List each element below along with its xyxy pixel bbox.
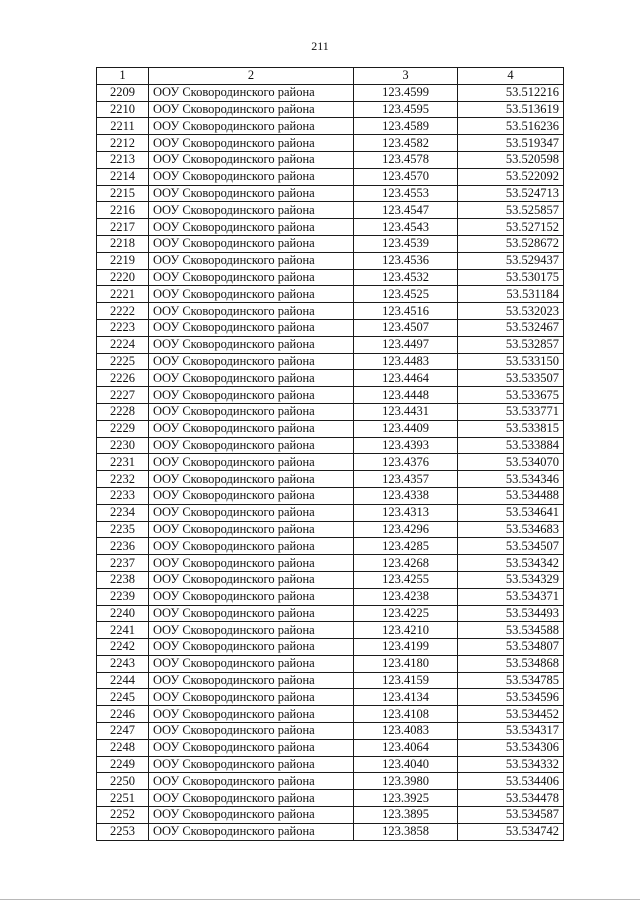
- cell-longitude: 123.4180: [354, 655, 458, 672]
- table-row: [97, 387, 564, 404]
- table-row: [97, 370, 564, 387]
- cell-name: ООУ Сковородинского района: [149, 672, 354, 689]
- cell-number: 2238: [97, 571, 149, 588]
- cell-latitude: 53.534588: [458, 622, 564, 639]
- cell-number: 2234: [97, 504, 149, 521]
- cell-latitude: 53.534785: [458, 672, 564, 689]
- cell-longitude: 123.3925: [354, 790, 458, 807]
- cell-number: 2231: [97, 454, 149, 471]
- cell-longitude: 123.4497: [354, 336, 458, 353]
- table-row: [97, 504, 564, 521]
- cell-number: 2249: [97, 756, 149, 773]
- cell-name: ООУ Сковородинского района: [149, 219, 354, 236]
- cell-latitude: 53.534342: [458, 555, 564, 572]
- cell-longitude: 123.3980: [354, 773, 458, 790]
- cell-latitude: 53.534329: [458, 571, 564, 588]
- table-row: [97, 84, 564, 101]
- cell-number: 2230: [97, 437, 149, 454]
- cell-number: 2221: [97, 286, 149, 303]
- cell-name: ООУ Сковородинского района: [149, 538, 354, 555]
- cell-latitude: 53.534371: [458, 588, 564, 605]
- cell-latitude: 53.534868: [458, 655, 564, 672]
- cell-name: ООУ Сковородинского района: [149, 319, 354, 336]
- cell-latitude: 53.534587: [458, 807, 564, 824]
- table-row: [97, 756, 564, 773]
- table-row: [97, 437, 564, 454]
- cell-number: 2229: [97, 420, 149, 437]
- cell-number: 2218: [97, 235, 149, 252]
- table-row: [97, 319, 564, 336]
- cell-number: 2237: [97, 555, 149, 572]
- table-row: [97, 538, 564, 555]
- table-row: [97, 622, 564, 639]
- cell-name: ООУ Сковородинского района: [149, 588, 354, 605]
- cell-longitude: 123.4225: [354, 605, 458, 622]
- cell-longitude: 123.4570: [354, 168, 458, 185]
- table-row: [97, 689, 564, 706]
- cell-latitude: 53.532023: [458, 303, 564, 320]
- table-row: [97, 773, 564, 790]
- cell-longitude: 123.4532: [354, 269, 458, 286]
- cell-number: 2212: [97, 135, 149, 152]
- cell-longitude: 123.3895: [354, 807, 458, 824]
- table-row: [97, 420, 564, 437]
- cell-name: ООУ Сковородинского района: [149, 370, 354, 387]
- cell-latitude: 53.534332: [458, 756, 564, 773]
- cell-longitude: 123.4595: [354, 101, 458, 118]
- cell-number: 2214: [97, 168, 149, 185]
- cell-longitude: 123.4536: [354, 252, 458, 269]
- cell-number: 2217: [97, 219, 149, 236]
- cell-longitude: 123.4448: [354, 387, 458, 404]
- table-row: [97, 639, 564, 656]
- cell-longitude: 123.4268: [354, 555, 458, 572]
- cell-latitude: 53.520598: [458, 151, 564, 168]
- cell-number: 2243: [97, 655, 149, 672]
- cell-longitude: 123.4582: [354, 135, 458, 152]
- cell-longitude: 123.4589: [354, 118, 458, 135]
- cell-longitude: 123.4409: [354, 420, 458, 437]
- table-row: [97, 655, 564, 672]
- cell-longitude: 123.4431: [354, 403, 458, 420]
- cell-number: 2250: [97, 773, 149, 790]
- cell-name: ООУ Сковородинского района: [149, 168, 354, 185]
- table-row: [97, 571, 564, 588]
- cell-name: ООУ Сковородинского района: [149, 151, 354, 168]
- cell-longitude: 123.4539: [354, 235, 458, 252]
- table-row: [97, 252, 564, 269]
- table-row: [97, 303, 564, 320]
- cell-name: ООУ Сковородинского района: [149, 286, 354, 303]
- cell-number: 2233: [97, 487, 149, 504]
- cell-latitude: 53.534406: [458, 773, 564, 790]
- cell-name: ООУ Сковородинского района: [149, 555, 354, 572]
- header-col-2: 2: [149, 68, 354, 85]
- cell-number: 2251: [97, 790, 149, 807]
- cell-latitude: 53.534317: [458, 723, 564, 740]
- cell-latitude: 53.524713: [458, 185, 564, 202]
- cell-name: ООУ Сковородинского района: [149, 135, 354, 152]
- cell-longitude: 123.4516: [354, 303, 458, 320]
- cell-number: 2253: [97, 823, 149, 840]
- cell-number: 2222: [97, 303, 149, 320]
- page-number: 211: [311, 39, 329, 53]
- table-row: [97, 235, 564, 252]
- table-row: [97, 672, 564, 689]
- cell-latitude: 53.527152: [458, 219, 564, 236]
- cell-latitude: 53.533507: [458, 370, 564, 387]
- table-row: [97, 555, 564, 572]
- data-table: [96, 67, 564, 841]
- table-row: [97, 739, 564, 756]
- table-row: [97, 269, 564, 286]
- cell-longitude: 123.4547: [354, 202, 458, 219]
- cell-latitude: 53.533771: [458, 403, 564, 420]
- cell-name: ООУ Сковородинского района: [149, 387, 354, 404]
- cell-longitude: 123.4296: [354, 521, 458, 538]
- cell-number: 2226: [97, 370, 149, 387]
- cell-number: 2242: [97, 639, 149, 656]
- table-row: [97, 101, 564, 118]
- cell-longitude: 123.4210: [354, 622, 458, 639]
- table-row: [97, 286, 564, 303]
- cell-number: 2213: [97, 151, 149, 168]
- table-row: [97, 790, 564, 807]
- cell-name: ООУ Сковородинского района: [149, 639, 354, 656]
- cell-longitude: 123.4313: [354, 504, 458, 521]
- cell-number: 2235: [97, 521, 149, 538]
- cell-name: ООУ Сковородинского района: [149, 403, 354, 420]
- cell-number: 2239: [97, 588, 149, 605]
- cell-name: ООУ Сковородинского района: [149, 185, 354, 202]
- cell-longitude: 123.4040: [354, 756, 458, 773]
- cell-longitude: 123.4483: [354, 353, 458, 370]
- cell-latitude: 53.534596: [458, 689, 564, 706]
- table-row: [97, 168, 564, 185]
- cell-longitude: 123.4134: [354, 689, 458, 706]
- table-row: [97, 353, 564, 370]
- table-row: [97, 823, 564, 840]
- cell-number: 2215: [97, 185, 149, 202]
- cell-name: ООУ Сковородинского района: [149, 823, 354, 840]
- cell-longitude: 123.4376: [354, 454, 458, 471]
- cell-longitude: 123.3858: [354, 823, 458, 840]
- cell-number: 2247: [97, 723, 149, 740]
- cell-latitude: 53.525857: [458, 202, 564, 219]
- cell-latitude: 53.533884: [458, 437, 564, 454]
- cell-latitude: 53.531184: [458, 286, 564, 303]
- cell-name: ООУ Сковородинского района: [149, 807, 354, 824]
- cell-longitude: 123.4083: [354, 723, 458, 740]
- cell-name: ООУ Сковородинского района: [149, 487, 354, 504]
- cell-longitude: 123.4543: [354, 219, 458, 236]
- cell-latitude: 53.534641: [458, 504, 564, 521]
- cell-number: 2232: [97, 471, 149, 488]
- cell-latitude: 53.519347: [458, 135, 564, 152]
- table-row: [97, 521, 564, 538]
- cell-number: 2223: [97, 319, 149, 336]
- table-body: [97, 84, 564, 840]
- cell-number: 2252: [97, 807, 149, 824]
- cell-name: ООУ Сковородинского района: [149, 269, 354, 286]
- table-row: [97, 336, 564, 353]
- cell-number: 2210: [97, 101, 149, 118]
- cell-longitude: 123.4393: [354, 437, 458, 454]
- cell-longitude: 123.4238: [354, 588, 458, 605]
- cell-number: 2219: [97, 252, 149, 269]
- cell-name: ООУ Сковородинского района: [149, 571, 354, 588]
- cell-number: 2236: [97, 538, 149, 555]
- cell-latitude: 53.533675: [458, 387, 564, 404]
- cell-number: 2246: [97, 706, 149, 723]
- table-row: [97, 151, 564, 168]
- cell-name: ООУ Сковородинского района: [149, 353, 354, 370]
- cell-name: ООУ Сковородинского района: [149, 739, 354, 756]
- cell-latitude: 53.522092: [458, 168, 564, 185]
- table-row: [97, 807, 564, 824]
- cell-name: ООУ Сковородинского района: [149, 521, 354, 538]
- header-col-1: 1: [97, 68, 149, 85]
- cell-number: 2248: [97, 739, 149, 756]
- cell-latitude: 53.534346: [458, 471, 564, 488]
- cell-number: 2227: [97, 387, 149, 404]
- cell-longitude: 123.4525: [354, 286, 458, 303]
- cell-latitude: 53.512216: [458, 84, 564, 101]
- cell-name: ООУ Сковородинского района: [149, 655, 354, 672]
- cell-latitude: 53.534683: [458, 521, 564, 538]
- cell-latitude: 53.532857: [458, 336, 564, 353]
- table-row: [97, 487, 564, 504]
- table-row: [97, 471, 564, 488]
- cell-name: ООУ Сковородинского района: [149, 118, 354, 135]
- cell-number: 2245: [97, 689, 149, 706]
- cell-number: 2225: [97, 353, 149, 370]
- cell-name: ООУ Сковородинского района: [149, 605, 354, 622]
- table-row: [97, 605, 564, 622]
- cell-name: ООУ Сковородинского района: [149, 84, 354, 101]
- cell-longitude: 123.4464: [354, 370, 458, 387]
- cell-longitude: 123.4553: [354, 185, 458, 202]
- cell-number: 2211: [97, 118, 149, 135]
- table-row: [97, 588, 564, 605]
- cell-name: ООУ Сковородинского района: [149, 756, 354, 773]
- table-row: [97, 723, 564, 740]
- header-col-3: 3: [354, 68, 458, 85]
- cell-name: ООУ Сковородинского района: [149, 454, 354, 471]
- table-row: [97, 454, 564, 471]
- cell-name: ООУ Сковородинского района: [149, 790, 354, 807]
- cell-name: ООУ Сковородинского района: [149, 235, 354, 252]
- cell-name: ООУ Сковородинского района: [149, 706, 354, 723]
- cell-number: 2244: [97, 672, 149, 689]
- header-col-4: 4: [458, 68, 564, 85]
- cell-latitude: 53.533815: [458, 420, 564, 437]
- cell-latitude: 53.534488: [458, 487, 564, 504]
- cell-name: ООУ Сковородинского района: [149, 723, 354, 740]
- cell-name: ООУ Сковородинского района: [149, 504, 354, 521]
- cell-name: ООУ Сковородинского района: [149, 437, 354, 454]
- cell-longitude: 123.4357: [354, 471, 458, 488]
- cell-longitude: 123.4159: [354, 672, 458, 689]
- cell-longitude: 123.4578: [354, 151, 458, 168]
- table-row: [97, 403, 564, 420]
- cell-number: 2216: [97, 202, 149, 219]
- cell-name: ООУ Сковородинского района: [149, 689, 354, 706]
- cell-number: 2241: [97, 622, 149, 639]
- cell-number: 2228: [97, 403, 149, 420]
- table-row: [97, 202, 564, 219]
- cell-longitude: 123.4255: [354, 571, 458, 588]
- cell-number: 2209: [97, 84, 149, 101]
- cell-number: 2240: [97, 605, 149, 622]
- cell-name: ООУ Сковородинского района: [149, 420, 354, 437]
- cell-longitude: 123.4108: [354, 706, 458, 723]
- cell-latitude: 53.534452: [458, 706, 564, 723]
- cell-latitude: 53.534742: [458, 823, 564, 840]
- table-row: [97, 219, 564, 236]
- cell-latitude: 53.534478: [458, 790, 564, 807]
- cell-latitude: 53.516236: [458, 118, 564, 135]
- cell-name: ООУ Сковородинского района: [149, 471, 354, 488]
- cell-longitude: 123.4199: [354, 639, 458, 656]
- cell-longitude: 123.4599: [354, 84, 458, 101]
- cell-latitude: 53.513619: [458, 101, 564, 118]
- cell-longitude: 123.4338: [354, 487, 458, 504]
- cell-name: ООУ Сковородинского района: [149, 773, 354, 790]
- cell-name: ООУ Сковородинского района: [149, 101, 354, 118]
- cell-latitude: 53.532467: [458, 319, 564, 336]
- cell-name: ООУ Сковородинского района: [149, 252, 354, 269]
- cell-latitude: 53.529437: [458, 252, 564, 269]
- cell-latitude: 53.534306: [458, 739, 564, 756]
- table-header-row: [97, 68, 564, 85]
- cell-longitude: 123.4285: [354, 538, 458, 555]
- table-row: [97, 118, 564, 135]
- cell-latitude: 53.534507: [458, 538, 564, 555]
- table-row: [97, 185, 564, 202]
- cell-name: ООУ Сковородинского района: [149, 202, 354, 219]
- cell-latitude: 53.534807: [458, 639, 564, 656]
- cell-name: ООУ Сковородинского района: [149, 303, 354, 320]
- cell-name: ООУ Сковородинского района: [149, 336, 354, 353]
- cell-latitude: 53.530175: [458, 269, 564, 286]
- cell-name: ООУ Сковородинского района: [149, 622, 354, 639]
- table-row: [97, 706, 564, 723]
- cell-latitude: 53.534493: [458, 605, 564, 622]
- cell-latitude: 53.533150: [458, 353, 564, 370]
- cell-longitude: 123.4507: [354, 319, 458, 336]
- table-row: [97, 135, 564, 152]
- cell-number: 2220: [97, 269, 149, 286]
- cell-number: 2224: [97, 336, 149, 353]
- cell-longitude: 123.4064: [354, 739, 458, 756]
- cell-latitude: 53.534070: [458, 454, 564, 471]
- cell-latitude: 53.528672: [458, 235, 564, 252]
- scan-edge-line: [0, 899, 640, 900]
